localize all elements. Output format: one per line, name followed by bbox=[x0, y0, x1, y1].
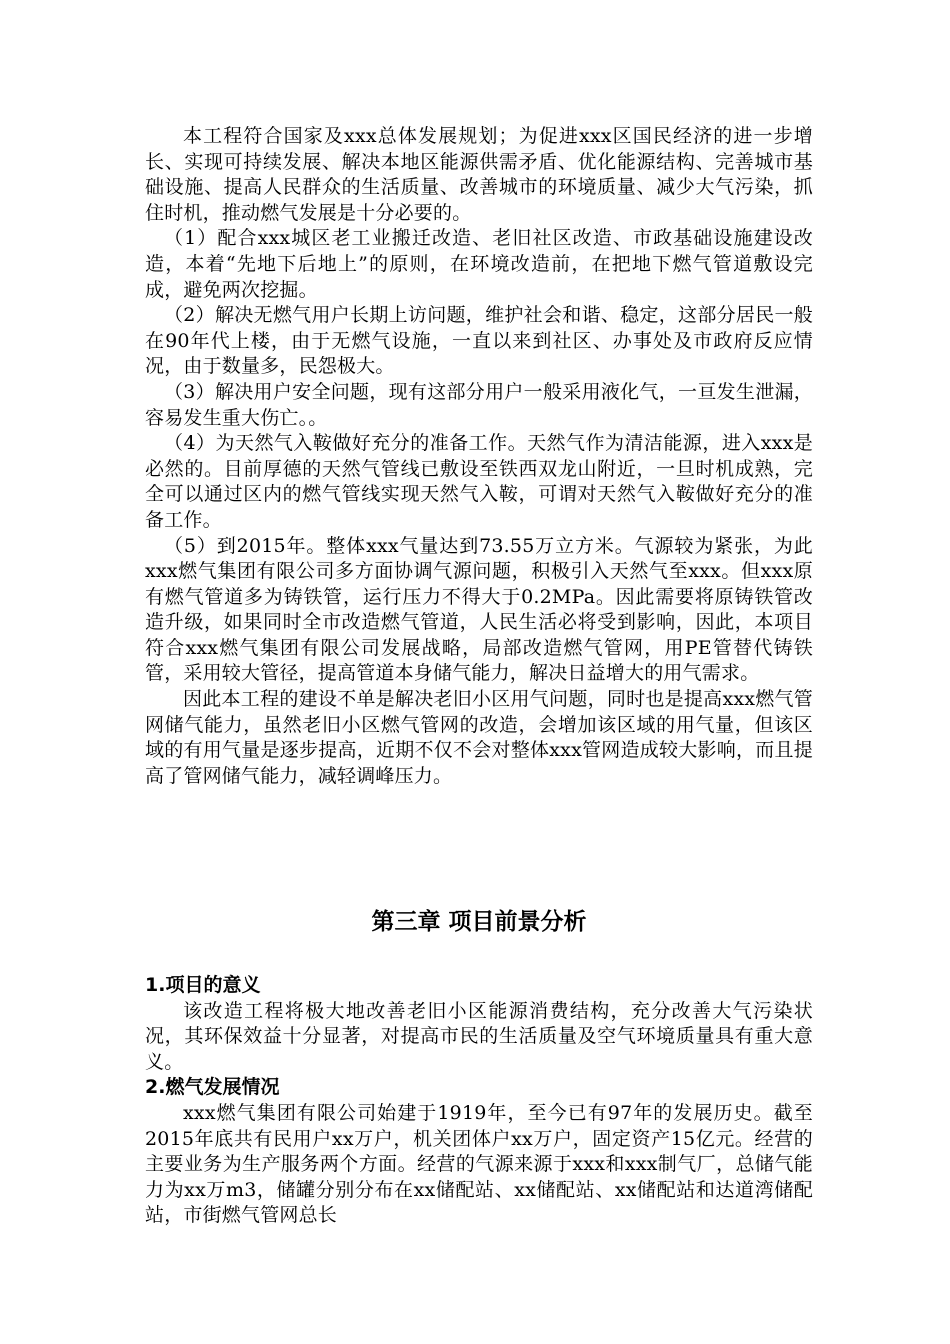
paragraph-item-1: （1）配合xxx城区老工业搬迁改造、老旧社区改造、市政基础设施建设改造，本着“先地下后地上”的原则，在环境改造前，在把地下燃气管道敷设完成，避免两次挖掘。 bbox=[145, 227, 813, 301]
paragraph-conclusion: 因此本工程的建设不单是解决老旧小区用气问题，同时也是提高xxx燃气管网储气能力，虽然老旧小区燃气管网的改造，会增加该区域的用气量，但该区域的有用气量是逐步提高，近期不仅不会对整体xxx管网造成较大影响，而且提高了管网储气能力，减轻调峰压力。 bbox=[145, 688, 813, 787]
intro-text-block bbox=[145, 124, 813, 789]
section-body-significance: 该改造工程将极大地改善老旧小区能源消费结构，充分改善大气污染状况，其环保效益十分显著，对提高市民的生活质量及空气环境质量具有重大意义。 bbox=[145, 999, 813, 1073]
paragraph-intro: 本工程符合国家及xxx总体发展规划；为促进xxx区国民经济的进一步增长、实现可持续发展、解决本地区能源供需矛盾、优化能源结构、完善城市基础设施、提高人民群众的生活质量、改善城市的环境质量、减少大气污染，抓住时机，推动燃气发展是十分必要的。 bbox=[145, 125, 813, 224]
paragraph-item-5: （5）到2015年。整体xxx气量达到73.55万立方米。气源较为紧张，为此xxx燃气集团有限公司多方面协调气源问题，积极引入天然气至xxx。但xxx原有燃气管道多为铸铁管，运行压力不得大于0.2MPa。因此需要将原铸铁管改造升级，如果同时全市改造燃气管道，人民生活必将受到影响，因此，本项目符合xxx燃气集团有限公司发展战略，局部改造燃气管网，用PE管替代铸铁管，采用较大管径，提高管道本身储气能力，解决日益增大的用气需求。 bbox=[145, 534, 813, 685]
paragraph-item-3: （3）解决用户安全问题，现有这部分用户一般采用液化气，一亘发生泄漏，容易发生重大伤亡。。 bbox=[145, 380, 813, 429]
chapter-title: 第三章 项目前景分析 bbox=[371, 909, 587, 935]
section-heading-gas-development: 2.燃气发展情况 bbox=[145, 1076, 280, 1099]
section-body-gas-development: xxx燃气集团有限公司始建于1919年，至今已有97年的发展历史。截至2015年底共有民用户xx万户，机关团体户xx万户，固定资产15亿元。经营的主要业务为生产服务两个方面。经营的气源来源于xxx和xxx制气厂，总储气能力为xx万m3，储罐分别分布在xx储配站、xx储配站、xx储配站和达道湾储配站，市街燃气管网总长 bbox=[145, 1101, 813, 1227]
section-heading-significance: 1.项目的意义 bbox=[145, 974, 261, 996]
chapter-sections bbox=[145, 973, 813, 1229]
paragraph-item-2: （2）解决无燃气用户长期上访问题，维护社会和谐、稳定，这部分居民一般在90年代上楼，由于无燃气设施，一直以来到社区、办事处及市政府反应情况，由于数量多，民怨极大。 bbox=[145, 304, 813, 378]
paragraph-item-4: （4）为天然气入鞍做好充分的准备工作。天然气作为清洁能源，进入xxx是必然的。目前厚德的天然气管线已敷设至铁西双龙山附近，一旦时机成熟，完全可以通过区内的燃气管线实现天然气入鞍，可谓对天然气入鞍做好充分的准备工作。 bbox=[145, 432, 813, 531]
